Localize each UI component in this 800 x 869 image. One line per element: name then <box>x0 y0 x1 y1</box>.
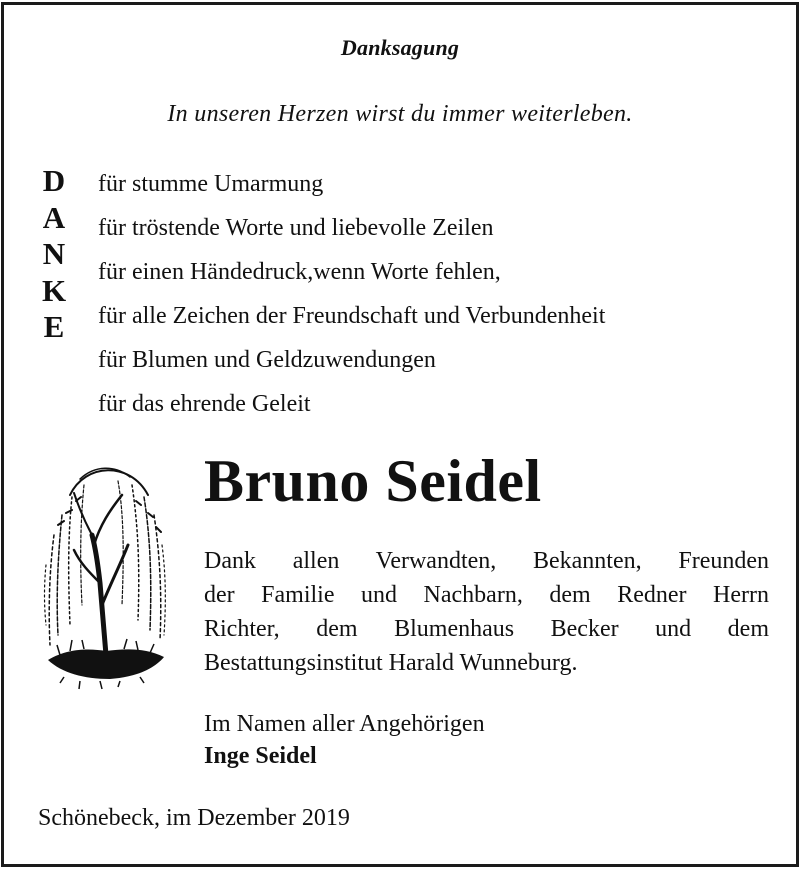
danke-letter: A <box>42 199 66 235</box>
signature-intro: Im Namen aller Angehörigen <box>204 711 485 737</box>
danke-letter: K <box>41 272 67 308</box>
thanks-paragraph <box>204 544 769 680</box>
danke-line: für das ehrende Geleit <box>98 391 311 417</box>
thanks-line: Dank allen Verwandten, Bekannten, Freunden <box>204 548 769 574</box>
danke-line: für Blumen und Geldzuwendungen <box>98 347 436 373</box>
notice-heading: Danksagung <box>340 35 460 60</box>
danke-line: für tröstende Worte und liebevolle Zeilen <box>98 215 494 241</box>
motto: In unseren Herzen wirst du immer weiterleben. <box>167 101 633 127</box>
signature-block <box>204 708 485 772</box>
thanks-line: Bestattungsinstitut Harald Wunneburg. <box>204 650 578 676</box>
signer-name: Inge Seidel <box>204 743 317 769</box>
thanks-line: Richter, dem Blumenhaus Becker und dem <box>204 616 769 642</box>
danke-line: für einen Händedruck,wenn Worte fehlen, <box>98 259 501 285</box>
danke-line: für stumme Umarmung <box>98 171 324 197</box>
danke-list <box>98 162 605 426</box>
danke-letter: E <box>43 309 65 345</box>
danke-letter: D <box>42 163 66 198</box>
weeping-willow-icon <box>40 455 172 695</box>
thanks-line: der Familie und Nachbarn, dem Redner Herrn <box>204 582 769 608</box>
obituary-notice <box>1 2 799 867</box>
deceased-name: Bruno Seidel <box>204 448 542 514</box>
place-date: Schönebeck, im Dezember 2019 <box>38 805 350 831</box>
danke-acrostic <box>34 163 74 346</box>
danke-line: für alle Zeichen der Freundschaft und Verbundenheit <box>98 303 606 329</box>
danke-letter: N <box>42 236 66 272</box>
